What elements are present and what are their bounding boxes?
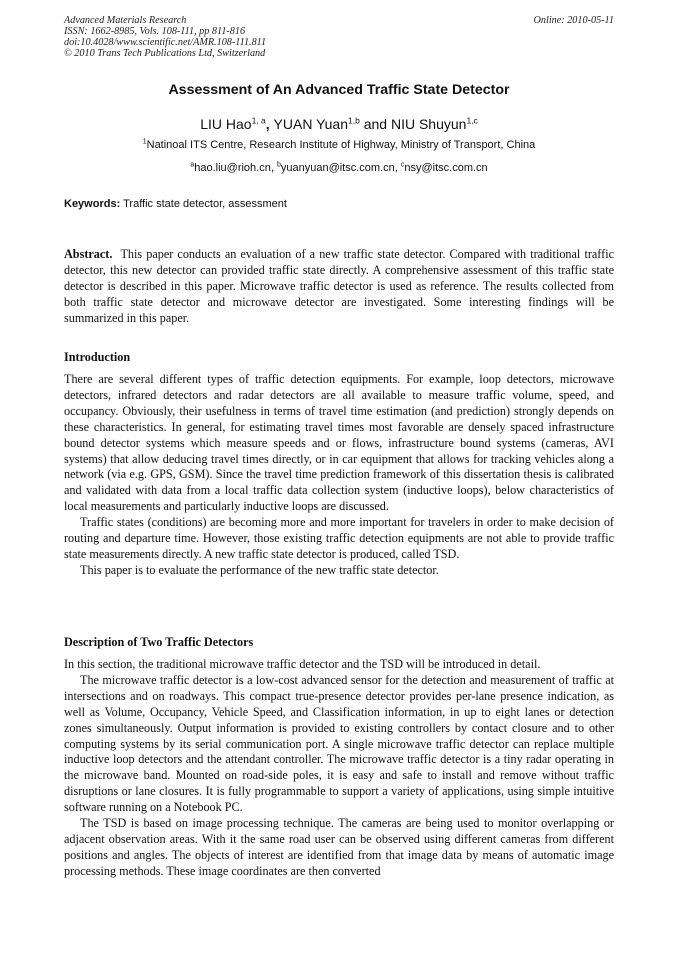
introduction-heading: Introduction (64, 350, 131, 364)
paper-title: Assessment of An Advanced Traffic State Detector (168, 82, 510, 98)
author-1-sup: 1, a (251, 115, 266, 126)
description-heading: Description of Two Traffic Detectors (64, 635, 254, 649)
email-a[interactable]: hao.liu@rioh.cn, (194, 162, 277, 174)
abstract (64, 247, 618, 327)
online-date: Online: 2010-05-11 (533, 15, 614, 26)
author-list (0, 115, 678, 133)
abstract-label: Abstract. (64, 247, 113, 261)
abstract-text: This paper conducts an evaluation of a new traffic state detector. Compared with traditional traffic detector, this new detector can provided traffic state directly. A comprehensive assessment of this traffic state detector is described in this paper. Microwave traffic detector is used as reference. The results collected from both traffic state detector and microwave detector are investigated. Some interesting findings will be summarized in this paper. (64, 247, 618, 325)
keywords-label: Keywords: (64, 198, 121, 210)
journal-doi[interactable]: doi:10.4028/www.scientific.net/AMR.108-111.811 (64, 37, 267, 48)
introduction-paragraph-3: This paper is to evaluate the performance of the new traffic state detector. (80, 562, 439, 577)
author-2: YUAN Yuan (273, 116, 348, 132)
description-body (64, 657, 614, 880)
affiliation (0, 138, 678, 152)
email-b[interactable]: yuanyuan@itsc.com.cn, (280, 162, 401, 174)
email-c[interactable]: nsy@itsc.com.cn (404, 162, 488, 174)
description-paragraph-1: In this section, the traditional microwave traffic detector and the TSD will be introduced in detail. (64, 657, 541, 671)
introduction-paragraph-1: There are several different types of traffic detection equipments. For example, loop detectors, microwave detectors, infrared detectors and radar detectors are all available to measure traffic volume, speed, and occupancy. Obviously, their usefulness in terms of travel time estimation (and prediction) strongly depends on these characteristics. In general, for estimating travel times most favorable are densely spaced infrastructure bound detector systems which measure speeds and or flows, infrastructure bound systems (cameras, AVI systems) that allow deducing travel times directly, or in car equipment that allows for tracking vehicles along a network (via e.g. GPS, GSM). Since the travel time prediction framework of this dissertation thesis is calibrated and validated with data from a local traffic data collection system (inductive loops), below characteristics of local measurements and particularly inductive loops are discussed. (64, 372, 614, 514)
author-emails (0, 161, 678, 175)
description-paragraph-2: The microwave traffic detector is a low-cost advanced sensor for the detection and measurement of traffic at intersections and on roadways. This compact true-presence detector provides per-lane presence indication, as well as Volume, Occupancy, Vehicle Speed, and Classification information, in up to eight lanes or detection zones simultaneously. Output information is provided to existing controllers by contact closure and to other computing systems by its serial communication port. A single microwave traffic detector can replace multiple inductive loop detectors and the attendant controller. The microwave traffic detector is a tiny radar operating in the microwave band. Mounted on road-side poles, it is easy and safe to install and remove without traffic disruptions or lane closures. It is fully programmable to support a variety of applications, using simple intuitive software running on a Notebook PC. (64, 672, 614, 815)
journal-name: Advanced Materials Research (64, 15, 187, 26)
introduction-paragraph-2: Traffic states (conditions) are becoming more and more important for travelers in order to make decision of routing and departure time. However, those existing traffic detection equipments are not able to provide traffic state measurements directly. A new traffic state detector is produced, called TSD. (64, 515, 614, 561)
author-3: NIU Shuyun (390, 116, 467, 132)
author-2-sup: 1,b (348, 115, 360, 126)
keywords (64, 197, 287, 211)
keywords-text: Traffic state detector, assessment (120, 198, 287, 210)
affiliation-sup: 1 (142, 138, 147, 146)
author-sep-1: , (265, 116, 274, 132)
email-b-sup: b (276, 161, 281, 169)
author-1: LIU Hao (200, 116, 252, 132)
email-c-sup: c (400, 161, 405, 169)
affiliation-text: Natinoal ITS Centre, Research Institute of Highway, Ministry of Transport, China (146, 139, 536, 151)
journal-header (64, 15, 266, 59)
journal-copyright: © 2010 Trans Tech Publications Ltd, Switzerland (64, 48, 266, 59)
author-3-sup: 1,c (466, 115, 478, 126)
email-a-sup: a (190, 161, 195, 169)
author-sep-2: and (359, 116, 391, 132)
journal-issn: ISSN: 1662-8985, Vols. 108-111, pp 811-816 (64, 26, 246, 37)
introduction-body (64, 372, 614, 579)
description-paragraph-3: The TSD is based on image processing technique. The cameras are being used to monitor overlapping or adjacent observation areas. With it the same road user can be observed using different cameras from different positions and angles. The objects of interest are identified from that image data by means of automatic image processing methods. These image coordinates are then converted (64, 816, 614, 878)
